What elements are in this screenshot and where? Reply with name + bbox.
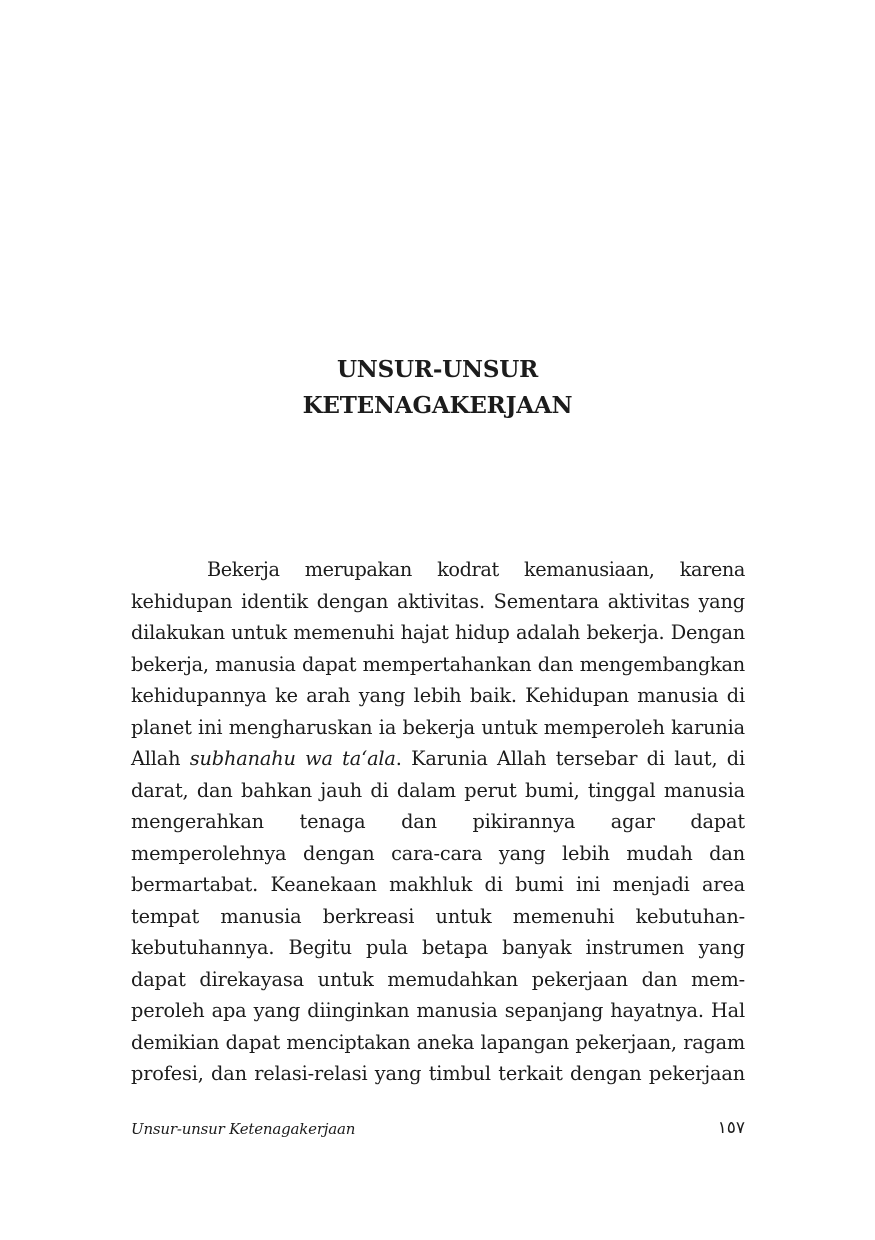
paragraph-line-with-italic (131, 743, 745, 775)
paragraph-line: kehidupannya ke arah yang lebih baik. Kehidupan manusia di (131, 684, 745, 707)
paragraph-line: dapat direkayasa untuk memudahkan pekerjaan dan mem- (131, 967, 745, 991)
running-footer-title: Unsur-unsur Ketenagakerjaan (131, 1120, 356, 1138)
paragraph-line: demikian dapat menciptakan aneka lapangan pekerjaan, ragam (131, 1030, 745, 1054)
chapter-title (0, 352, 875, 424)
chapter-title-line-2: KETENAGAKERJAAN (302, 392, 573, 419)
line-text-before: Allah (131, 747, 190, 770)
paragraph-line: Bekerja merupakan kodrat kemanusiaan, karena (207, 558, 745, 581)
body-paragraph (131, 554, 745, 1090)
italic-phrase: subhanahu wa ta‘ala (189, 747, 396, 770)
chapter-title-line-1: UNSUR-UNSUR (336, 356, 539, 383)
paragraph-line: tempat manusia berkreasi untuk memenuhi kebutuhan- (131, 904, 745, 928)
paragraph-line: darat, dan bahkan jauh di dalam perut bumi, tinggal manusia (131, 778, 745, 802)
paragraph-line: bekerja, manusia dapat mempertahankan dan mengembangkan (131, 652, 745, 676)
page-number: ١٥٧ (717, 1118, 745, 1138)
paragraph-line: bermartabat. Keanekaan makhluk di bumi ini menjadi area (131, 873, 745, 896)
paragraph-line: memperolehnya dengan cara-cara yang lebih mudah dan (131, 841, 745, 865)
paragraph-line: planet ini mengharuskan ia bekerja untuk memperoleh karunia (131, 715, 745, 739)
paragraph-line: peroleh apa yang diinginkan manusia sepanjang hayatnya. Hal (131, 999, 745, 1022)
paragraph-line: dilakukan untuk memenuhi hajat hidup adalah bekerja. Dengan (131, 621, 745, 644)
paragraph-line: profesi, dan relasi-relasi yang timbul terkait dengan pekerjaan (131, 1062, 745, 1085)
line-text-after: . Karunia Allah tersebar di laut, di (395, 747, 745, 770)
paragraph-line: kehidupan identik dengan aktivitas. Sementara aktivitas yang (131, 589, 745, 613)
paragraph-line: kebutuhannya. Begitu pula betapa banyak instrumen yang (131, 936, 745, 959)
paragraph-line: mengerahkan tenaga dan pikirannya agar dapat (131, 810, 745, 833)
